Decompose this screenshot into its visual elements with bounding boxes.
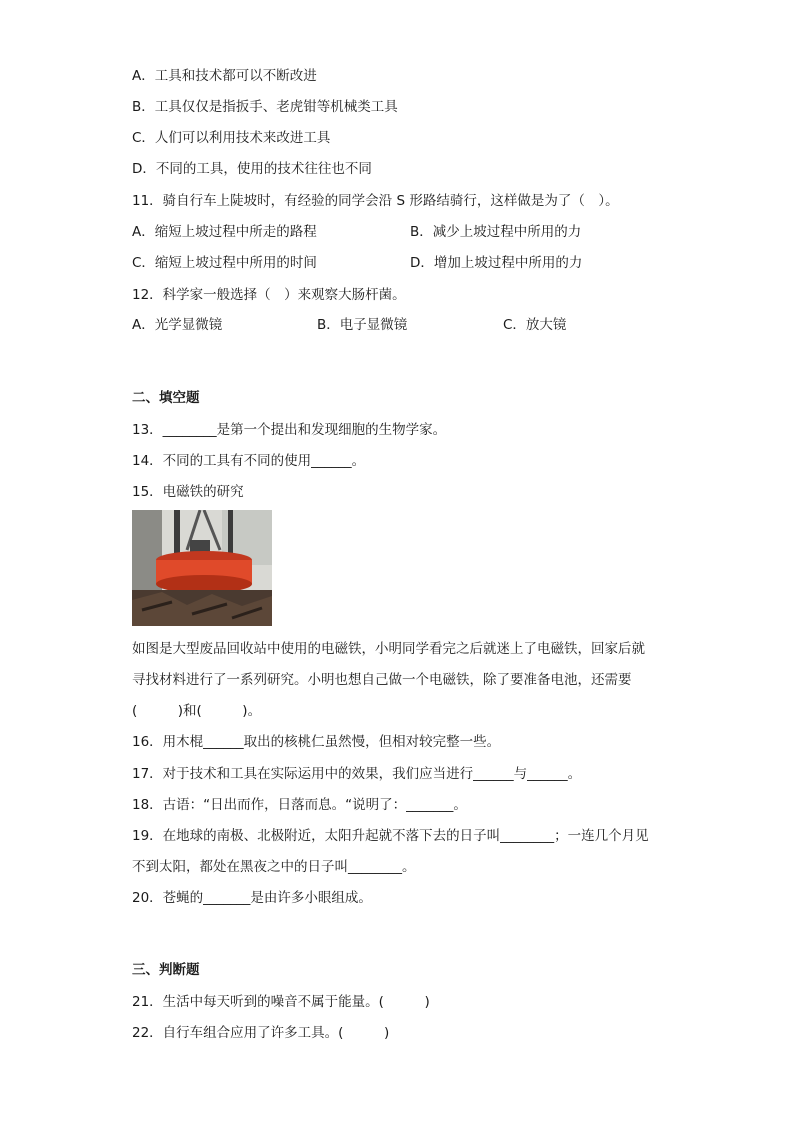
question-21: 21．生活中每天听到的噪音不属于能量。( ) xyxy=(132,994,430,1010)
question-14: 14．不同的工具有不同的使用______。 xyxy=(132,453,366,469)
question-18: 18．古语：“日出而作，日落而息。“说明了：_______。 xyxy=(132,797,467,813)
question-19-line-2: 不到太阳，都处在黑夜之中的日子叫________。 xyxy=(132,859,416,875)
question-11-stem: 11．骑自行车上陡坡时，有经验的同学会沿 S 形路结骑行，这样做是为了（ ）。 xyxy=(132,193,619,209)
section-heading-true-false: 三、判断题 xyxy=(132,962,200,978)
question-20: 20．苍蝇的_______是由许多小眼组成。 xyxy=(132,890,372,906)
question-17: 17．对于技术和工具在实际运用中的效果，我们应当进行______与______。 xyxy=(132,766,582,782)
option-c: C．人们可以利用技术来改进工具 xyxy=(132,130,331,146)
question-15-text-line-3: ( )和( )。 xyxy=(132,703,262,719)
electromagnet-illustration xyxy=(132,510,272,626)
q11-option-a: A．缩短上坡过程中所走的路程 xyxy=(132,224,317,240)
option-a: A．工具和技术都可以不断改进 xyxy=(132,68,317,84)
section-heading-fill-blank: 二、填空题 xyxy=(132,390,200,406)
q12-option-a: A．光学显微镜 xyxy=(132,317,223,333)
q11-option-d: D．增加上坡过程中所用的力 xyxy=(410,255,583,271)
q12-option-b: B．电子显微镜 xyxy=(317,317,408,333)
question-16: 16．用木棍______取出的核桃仁虽然慢，但相对较完整一些。 xyxy=(132,734,501,750)
question-12-stem: 12．科学家一般选择（ ）来观察大肠杆菌。 xyxy=(132,287,406,303)
question-19-line-1: 19．在地球的南极、北极附近，太阳升起就不落下去的日子叫________；一连几个月见 xyxy=(132,828,649,844)
q11-option-c: C．缩短上坡过程中所用的时间 xyxy=(132,255,317,271)
question-13: 13．________是第一个提出和发现细胞的生物学家。 xyxy=(132,422,447,438)
question-15-text-line-1: 如图是大型废品回收站中使用的电磁铁，小明同学看完之后就迷上了电磁铁，回家后就 xyxy=(132,641,645,657)
option-d: D．不同的工具，使用的技术往往也不同 xyxy=(132,161,372,177)
q12-option-c: C．放大镜 xyxy=(503,317,567,333)
question-15-text-line-2: 寻找材料进行了一系列研究。小明也想自己做一个电磁铁，除了要准备电池，还需要 xyxy=(132,672,632,688)
electromagnet-photo xyxy=(132,510,272,626)
question-22: 22．自行车组合应用了许多工具。( ) xyxy=(132,1025,390,1041)
q11-option-b: B．减少上坡过程中所用的力 xyxy=(410,224,582,240)
option-b: B．工具仅仅是指扳手、老虎钳等机械类工具 xyxy=(132,99,398,115)
question-15-stem: 15．电磁铁的研究 xyxy=(132,484,244,500)
